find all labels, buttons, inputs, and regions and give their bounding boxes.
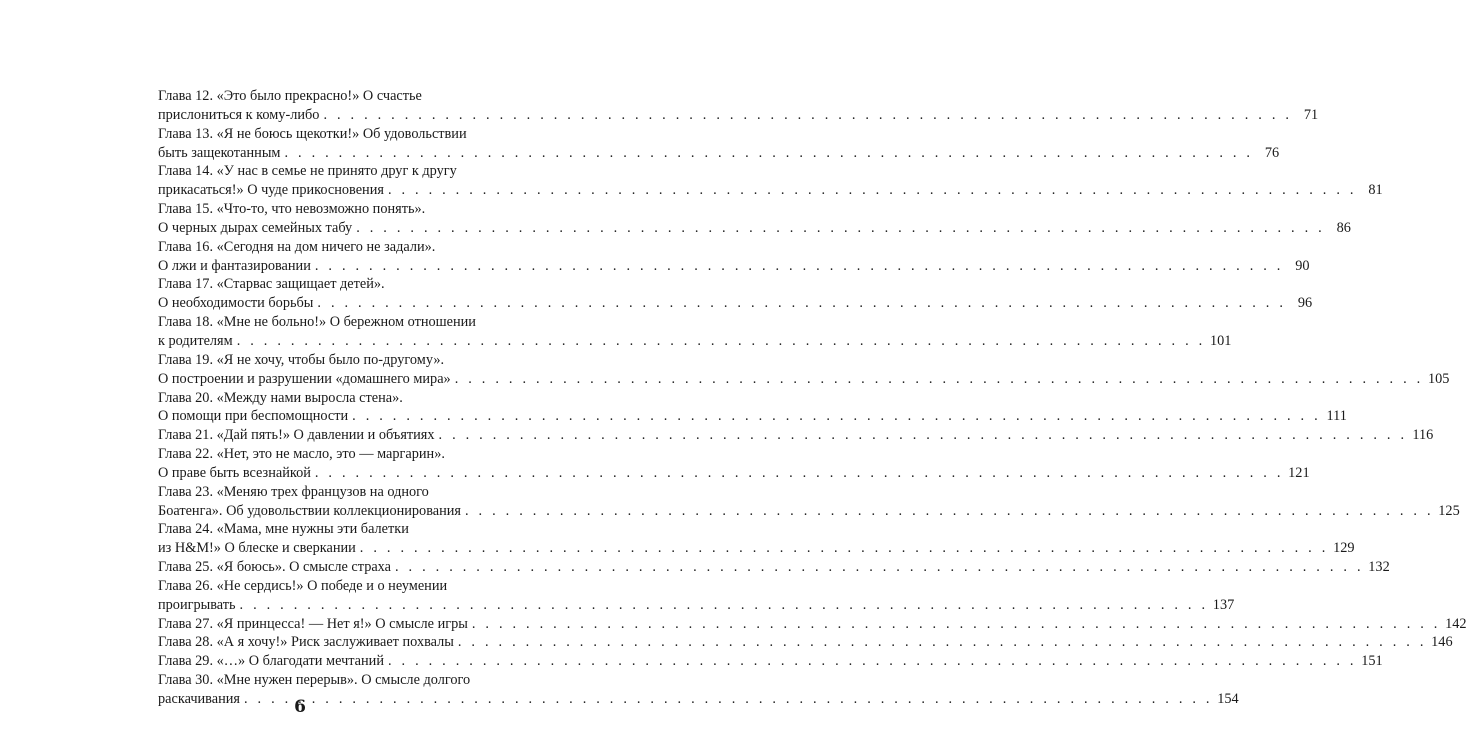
dot-leader <box>465 502 1434 521</box>
toc-entry-line <box>158 313 487 332</box>
table-of-contents <box>158 87 1467 709</box>
toc-entry-text: прислониться к кому-либо <box>158 106 320 123</box>
toc-entry-line <box>158 558 1390 577</box>
toc-page-number: 101 <box>1209 332 1232 349</box>
dot-leader <box>317 294 1286 313</box>
toc-entry-text: раскачивания <box>158 691 240 707</box>
toc-entry-text: Глава 18. «Мне не больно!» О бережном отношении <box>158 314 476 331</box>
dot-leader <box>388 181 1357 200</box>
toc-entry-line <box>158 596 1235 615</box>
toc-entry-text: Глава 19. «Я не хочу, чтобы было по-другому». <box>158 351 445 368</box>
toc-page-number: 86 <box>1336 219 1351 236</box>
toc-entry-line <box>158 445 487 464</box>
toc-entry-text: из H&M!» О блеске и сверкании <box>158 540 356 557</box>
toc-entry-text: Боатенга». Об удовольствии коллекционирования <box>158 502 461 519</box>
toc-entry-text: Глава 30. «Мне нужен перерыв». О смысле долгого <box>158 672 471 689</box>
toc-entry-text: Глава 29. «…» О благодати мечтаний <box>158 653 384 670</box>
toc-entry-text: О необходимости борьбы <box>158 295 314 312</box>
page-number: 6 <box>294 697 306 717</box>
toc-entry-text: Глава 15. «Что-то, что невозможно понять». <box>158 201 426 218</box>
toc-page-number: 111 <box>1326 408 1347 425</box>
toc-entry-text: Глава 14. «У нас в семье не принято друг к другу <box>158 163 457 180</box>
toc-entry-text: Глава 22. «Нет, это не масло, это — маргарин». <box>158 446 445 463</box>
toc-entry-line <box>158 162 487 181</box>
toc-entry-line <box>158 200 487 219</box>
toc-entry-line <box>158 87 487 106</box>
toc-entry-line <box>158 671 487 690</box>
toc-page-number: 71 <box>1303 106 1319 123</box>
dot-leader <box>472 615 1441 634</box>
toc-entry-text: Глава 21. «Дай пять!» О давлении и объятиях <box>158 427 435 444</box>
toc-page-number: 129 <box>1333 540 1355 557</box>
toc-entry-line <box>158 332 1232 351</box>
toc-entry-text: Глава 20. «Между нами выросла стена». <box>158 389 403 406</box>
toc-entry-text: О черных дырах семейных табу <box>158 219 353 236</box>
toc-page-number: 81 <box>1368 182 1383 199</box>
dot-leader <box>315 464 1284 483</box>
toc-entry-line <box>158 652 1383 671</box>
toc-page-number: 132 <box>1368 559 1390 576</box>
dot-leader <box>458 633 1427 652</box>
toc-entry-text: к родителям <box>158 332 233 349</box>
toc-entry-line <box>158 351 487 370</box>
toc-page-number: 96 <box>1297 295 1313 312</box>
toc-entry-line <box>158 181 1383 200</box>
toc-entry-line <box>158 633 1453 652</box>
toc-entry-text: Глава 26. «Не сердись!» О победе и о неумении <box>158 577 448 594</box>
toc-entry-text: проигрывать <box>158 596 236 613</box>
toc-entry-line <box>158 275 487 294</box>
dot-leader <box>240 596 1209 615</box>
toc-entry-line <box>158 125 487 144</box>
dot-leader <box>455 370 1424 389</box>
dot-leader <box>388 652 1357 671</box>
toc-entry-text: Глава 27. «Я принцесса! — Нет я!» О смысле игры <box>158 615 468 632</box>
toc-entry-text: Глава 28. «А я хочу!» Риск заслуживает похвалы <box>158 634 454 651</box>
toc-entry-line <box>158 257 1310 276</box>
toc-entry-text: Глава 16. «Сегодня на дом ничего не задали». <box>158 238 436 255</box>
toc-entry-line <box>158 407 1347 426</box>
toc-entry-text: О праве быть всезнайкой <box>158 464 311 481</box>
toc-entry-line <box>158 520 487 539</box>
toc-entry-line <box>158 389 487 408</box>
toc-entry-text: Глава 13. «Я не боюсь щекотки!» Об удовольствии <box>158 125 467 142</box>
toc-entry-text: Глава 17. «Старвас защищает детей». <box>158 276 385 293</box>
toc-page-number: 121 <box>1288 464 1310 481</box>
dot-leader <box>352 407 1321 426</box>
toc-page-number: 142 <box>1445 615 1467 632</box>
toc-entry-text: Глава 23. «Меняю трех французов на одного <box>158 483 429 500</box>
toc-entry-line <box>158 426 1434 445</box>
toc-entry-line <box>158 615 1467 634</box>
toc-entry-text: Глава 12. «Это было прекрасно!» О счастье <box>158 88 422 104</box>
dot-leader <box>237 332 1206 351</box>
toc-entry-line <box>158 539 1355 558</box>
dot-leader <box>323 106 1292 125</box>
toc-entry-line <box>158 370 1450 389</box>
toc-entry-line <box>158 144 1280 163</box>
dot-leader <box>360 539 1329 558</box>
toc-page-number: 105 <box>1427 370 1450 387</box>
dot-leader <box>315 257 1284 276</box>
toc-entry-text: О лжи и фантазировании <box>158 257 311 274</box>
dot-leader <box>356 219 1325 238</box>
dot-leader <box>395 558 1364 577</box>
toc-entry-line <box>158 106 1319 125</box>
toc-page-number: 151 <box>1361 653 1383 670</box>
dot-leader <box>439 426 1408 445</box>
toc-page-number: 146 <box>1431 634 1453 651</box>
toc-entry-text: Глава 25. «Я боюсь». О смысле страха <box>158 559 391 576</box>
toc-entry-line <box>158 577 487 596</box>
toc-entry-line <box>158 464 1310 483</box>
dot-leader <box>284 144 1253 163</box>
toc-entry-line <box>158 294 1313 313</box>
toc-entry-text: О помощи при беспомощности <box>158 408 349 425</box>
toc-page-number: 154 <box>1217 691 1239 707</box>
toc-page-number: 137 <box>1212 596 1235 613</box>
toc-entry-line <box>158 238 487 257</box>
toc-entry-text: прикасаться!» О чуде прикосновения <box>158 182 384 199</box>
toc-entry-text: быть защекотанным <box>158 144 281 161</box>
toc-entry-text: Глава 24. «Мама, мне нужны эти балетки <box>158 521 409 538</box>
toc-page-number: 90 <box>1295 257 1310 274</box>
toc-page-number: 76 <box>1264 144 1280 161</box>
toc-entry-text: О построении и разрушении «домашнего мира» <box>158 370 451 387</box>
toc-entry-line <box>158 502 1460 521</box>
toc-page-number: 125 <box>1438 502 1460 519</box>
toc-entry-line <box>158 483 487 502</box>
toc-entry-line <box>158 219 1351 238</box>
toc-page-number: 116 <box>1412 427 1434 444</box>
